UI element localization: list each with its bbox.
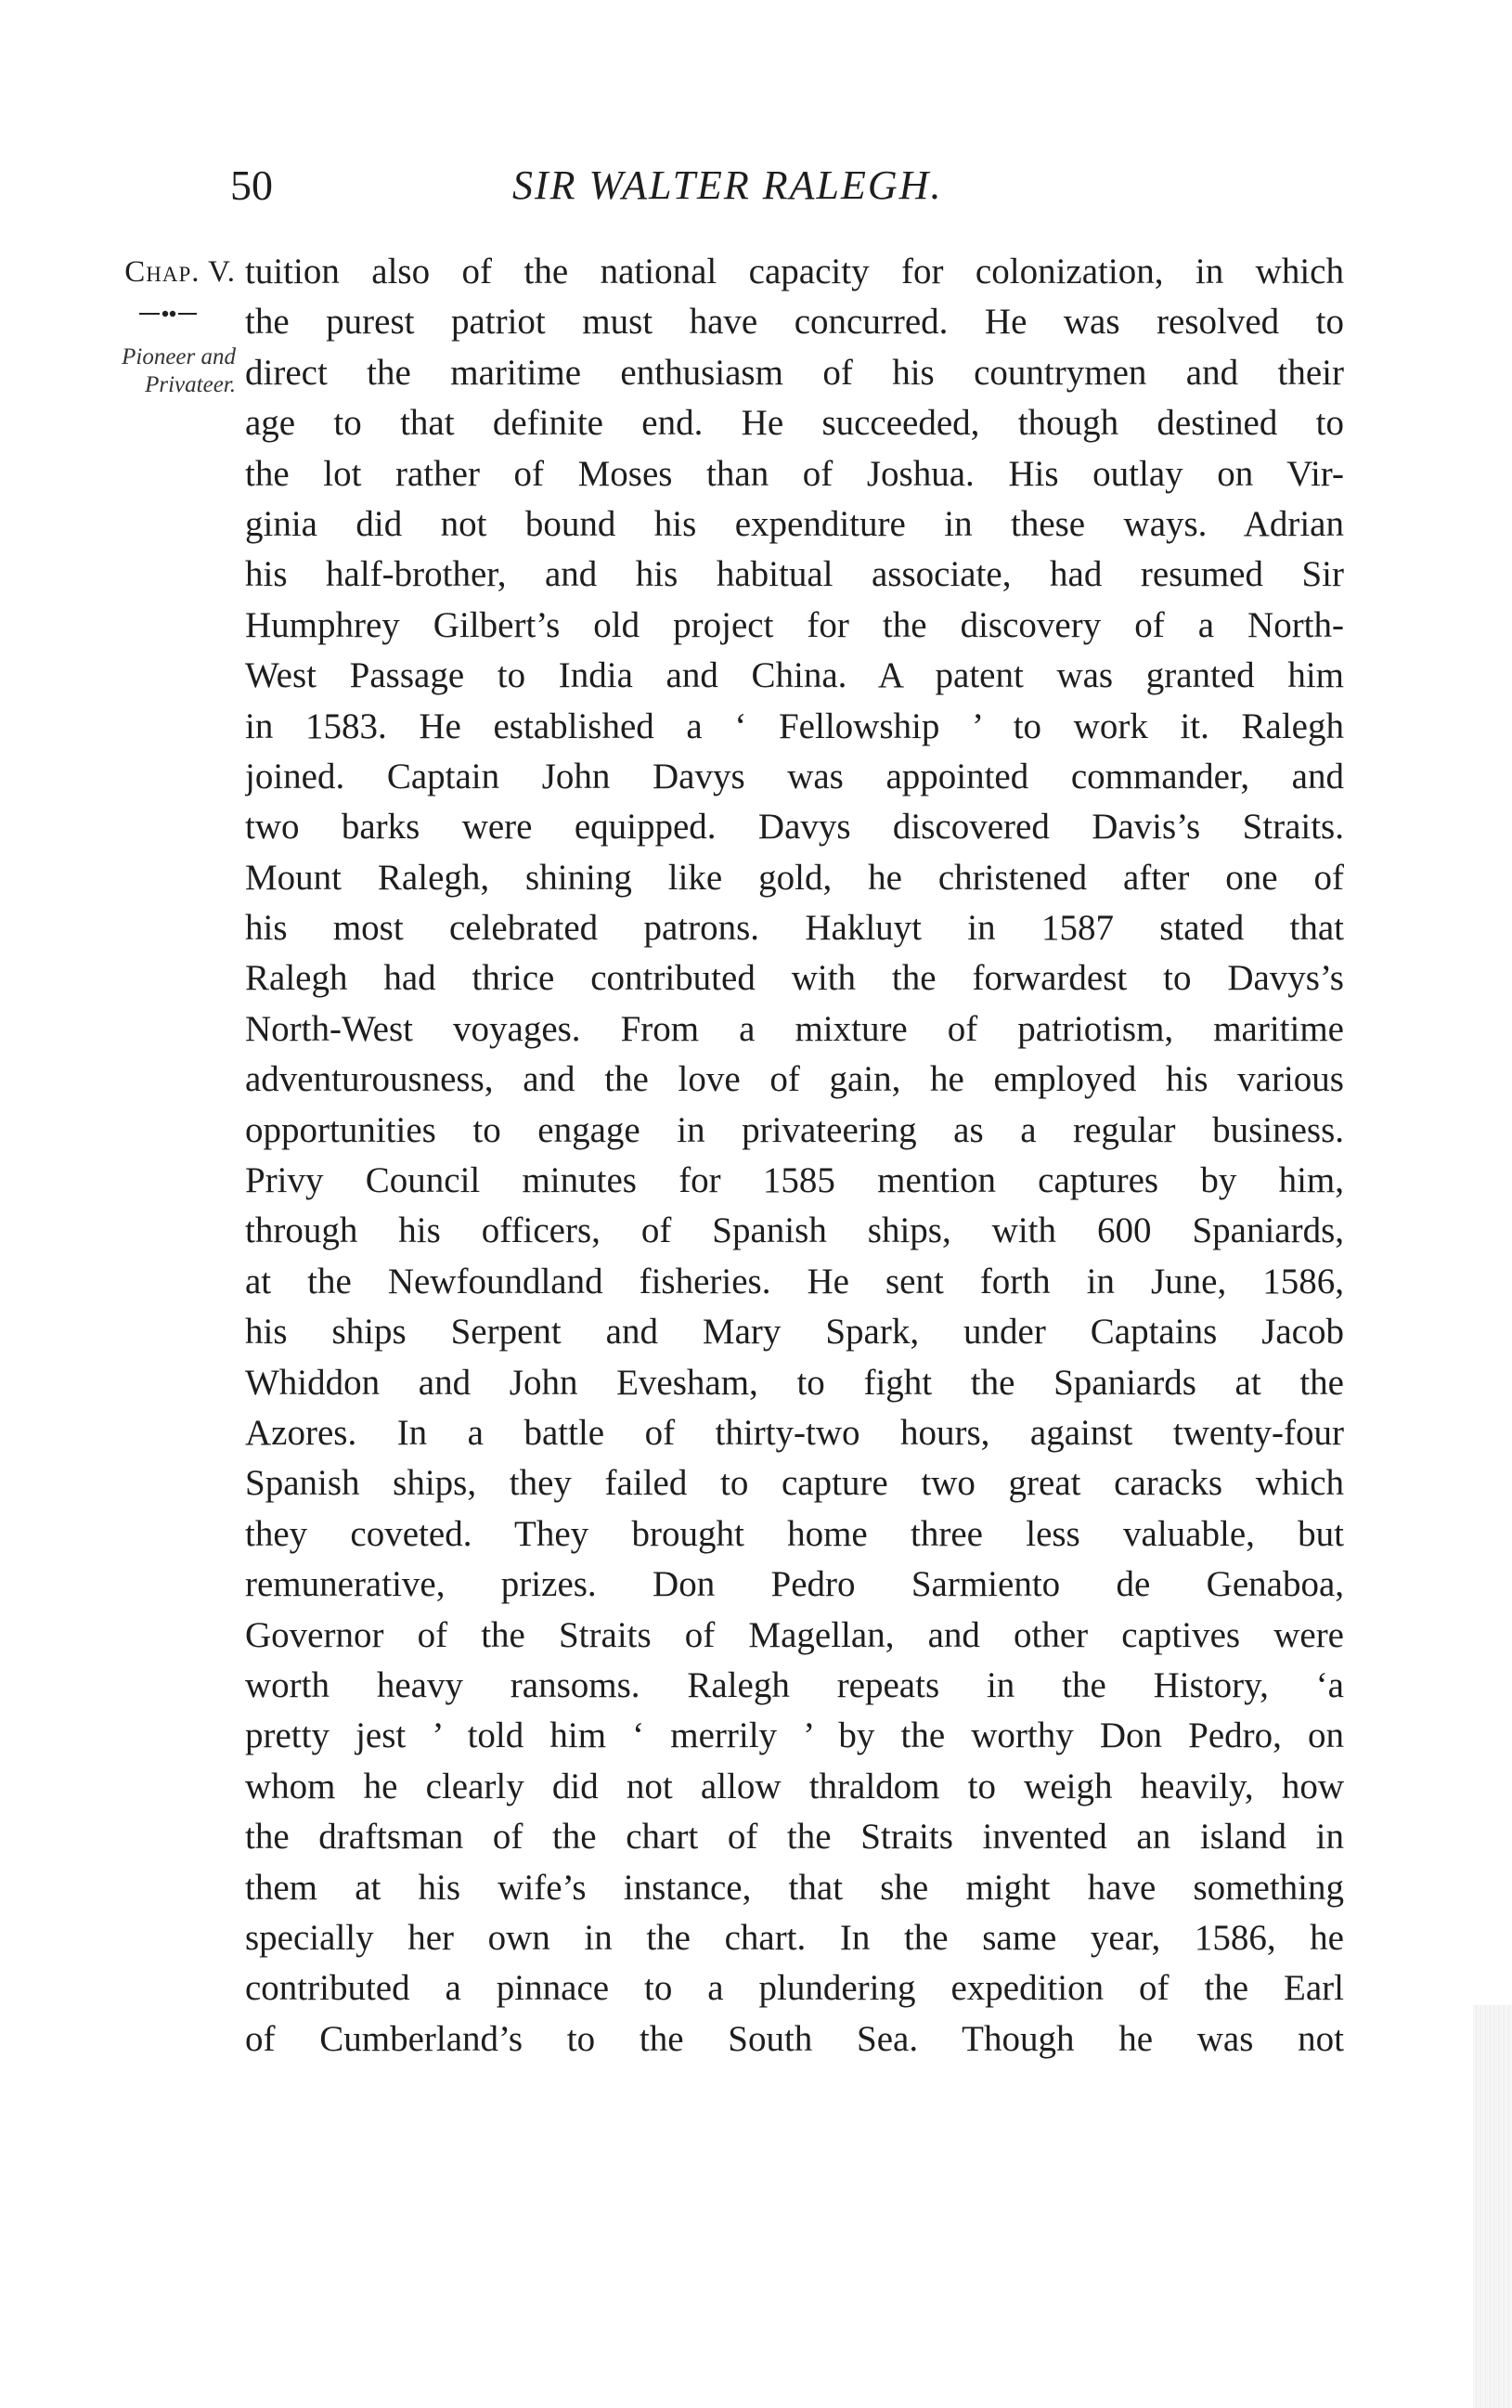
text-line: ginia did not bound his expenditure in these ways. Adrian — [245, 503, 1344, 544]
text-line: the purest patriot must have concurred. He was resolved to — [245, 302, 1344, 343]
text-line: Azores. In a battle of thirty-two hours, against twenty-four — [245, 1412, 1344, 1453]
margin-chapter-label: Chap. V. — [124, 255, 236, 289]
text-line: joined. Captain John Davys was appointed commander, and — [245, 756, 1344, 796]
page-edge-shadow — [1473, 2005, 1512, 2408]
text-line: Governor of the Straits of Magellan, and other captives were — [245, 1614, 1344, 1655]
text-line: at the Newfoundland fisheries. He sent forth in June, 1586, — [245, 1261, 1344, 1301]
text-line: adventurousness, and the love of gain, he employed his various — [245, 1059, 1344, 1100]
text-line: worth heavy ransoms. Ralegh repeats in the History, ‘a — [245, 1664, 1344, 1705]
text-line: his ships Serpent and Mary Spark, under Captains Jacob — [245, 1312, 1344, 1353]
text-line: whom he clearly did not allow thraldom to weigh heavily, how — [245, 1766, 1344, 1806]
text-line: contributed a pinnace to a plundering expedition of the Earl — [245, 1968, 1344, 2009]
text-line: West Passage to India and China. A patent was granted him — [245, 655, 1344, 696]
text-line: specially her own in the chart. In the same year, 1586, he — [245, 1917, 1344, 1958]
text-line: North-West voyages. From a mixture of patriotism, maritime — [245, 1008, 1344, 1049]
dash-ornament-icon — [137, 304, 199, 323]
body-text — [245, 247, 1344, 2065]
page-number: 50 — [230, 162, 273, 209]
text-line: through his officers, of Spanish ships, with 600 Spaniards, — [245, 1210, 1344, 1251]
text-line: them at his wife’s instance, that she might have something — [245, 1867, 1344, 1908]
sidenote-line: Pioneer and — [122, 344, 236, 369]
text-line: two barks were equipped. Davys discovered Davis’s Straits. — [245, 807, 1344, 848]
text-line: Ralegh had thrice contributed with the forwardest to Davys’s — [245, 958, 1344, 999]
text-line: opportunities to engage in privateering as a regular business. — [245, 1109, 1344, 1150]
text-line: tuition also of the national capacity for colonization, in which — [245, 252, 1344, 291]
text-line: Whiddon and John Evesham, to fight the Spaniards at the — [245, 1362, 1344, 1403]
text-line: Mount Ralegh, shining like gold, he christened after one of — [245, 857, 1344, 898]
text-line: of Cumberland’s to the South Sea. Though he was not — [245, 2018, 1344, 2059]
text-line: remunerative, prizes. Don Pedro Sarmiento de Genaboa, — [245, 1564, 1344, 1605]
running-head: SIR WALTER RALEGH. — [512, 162, 943, 208]
sidenote-line: Privateer. — [145, 372, 236, 397]
text-line: Privy Council minutes for 1585 mention captures by him, — [245, 1160, 1344, 1201]
text-line: direct the maritime enthusiasm of his countrymen and their — [245, 352, 1344, 393]
text-line: age to that definite end. He succeeded, though destined to — [245, 403, 1344, 444]
margin-sidenote — [50, 343, 236, 399]
text-line: they coveted. They brought home three less valuable, but — [245, 1513, 1344, 1554]
text-line: the draftsman of the chart of the Straits invented an island in — [245, 1817, 1344, 1858]
text-line: Humphrey Gilbert’s old project for the discovery of a North- — [245, 604, 1344, 645]
text-line: pretty jest ’ told him ‘ merrily ’ by the worthy Don Pedro, on — [245, 1715, 1344, 1756]
text-line: his half-brother, and his habitual associate, had resumed Sir — [245, 554, 1344, 595]
text-line: his most celebrated patrons. Hakluyt in 1587 stated that — [245, 908, 1344, 949]
text-line: the lot rather of Moses than of Joshua. His outlay on Vir- — [245, 453, 1344, 494]
text-line: in 1583. He established a ‘ Fellowship ’ to work it. Ralegh — [245, 706, 1344, 746]
text-line: Spanish ships, they failed to capture two great caracks which — [245, 1463, 1344, 1504]
